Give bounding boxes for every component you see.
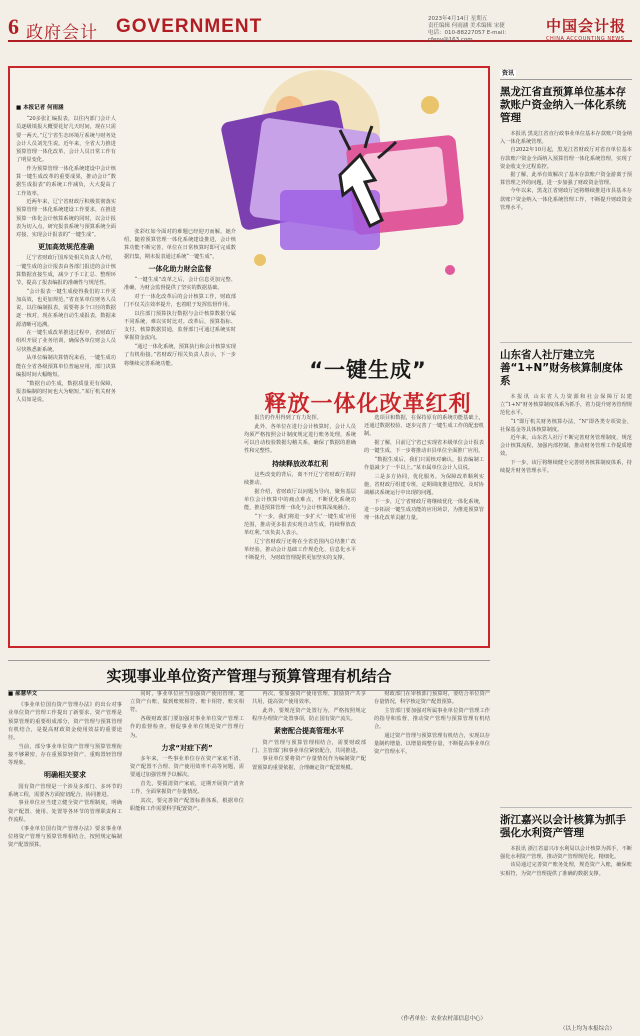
newspaper-logo: [546, 15, 626, 42]
paragraph: 以往部门预算执行数据与会计核算数据分属不同系统，难以实时比对。改革后，预算指标、支付、核算数据贯通，监督部门可通过系统实时掌握资金流向。: [124, 310, 236, 342]
paragraph: 据介绍，省财政厅以问题为导向，聚焦基层单位会计核算中的痛点难点，不断优化系统功能，推进预算管理一体化与会计核算深度融合。: [244, 488, 356, 512]
paragraph: “一键生成”改革之后，会计信息更加完整、准确，为财会监督提供了坚实的数据基础。: [124, 277, 236, 292]
paragraph: 首先，要摸清资产家底，定期开展资产清查工作，全面掌握资产存量情况。: [130, 781, 244, 796]
feature-column-1: [16, 104, 116, 644]
news-brief-column: [500, 68, 632, 1032]
subheading: 持续释放改革红利: [272, 459, 328, 468]
paragraph: 选项目和数据，在保持原有的系统功能基础上，还通过数据校验、逐步完善了一键生成工作的配套机制。: [364, 415, 484, 438]
feature-column-4: [364, 414, 484, 644]
paragraph: “数据自动生成，数据质量更有保障，报表编制的时间也大为缩短。”某厅机关财务人员如是说。: [16, 380, 116, 403]
feature-column-2: [124, 228, 236, 644]
divider: [500, 342, 632, 343]
brief-label-text: 资讯: [502, 70, 515, 77]
paragraph: 作为预算管理一体化系统建设中会计核算一键生成改革的重要成果，推动会计“数据生成报表”的系统工作减负，大大提高了工作效率。: [16, 165, 116, 197]
paragraph: 据了解，目前辽宁省已实现省本级单位会计报表的一键生成，下一步将推动市县单位全面推广应用。: [364, 440, 484, 455]
paragraph: 本报讯 山东省人力资源和社会保障厅以建立“1+N”财务核算制度体系为抓手，着力提升财务管理规范化水平。: [500, 394, 632, 417]
subheading: 更加高效规范准确: [38, 243, 94, 252]
paragraph: “下一步，我们将进一步扩大‘一键生成’应用范围，推动更多报表实现自动生成，持续释放改革红利。”该负责人表示。: [244, 513, 356, 537]
headline-line-2: 释放一体化改革红利: [264, 392, 472, 417]
paragraph: 三是多方协同，优化服务。为保障改革顺利实施，省财政厅组建专班，定期调度推进情况，及时协调解决系统运行中出现的问题。: [364, 473, 484, 497]
paragraph: 近年来，山东省人社厅不断完善财务管理制度，规范会计核算流程，加强内部控制，推动财务管理工作提质增效。: [500, 435, 632, 458]
lower-article-headline: 实现事业单位资产管理与预算管理有机结合: [8, 660, 490, 691]
brief-headline: 山东省人社厅建立完善“1+N”财务核算制度体系: [500, 349, 623, 387]
byline: ■ 本报记者 何雨涵: [16, 104, 116, 112]
meta-line: 责任编辑 何雨涵 美术编辑 宋捷: [428, 23, 505, 29]
paragraph: 今年以来，黑龙江省财政厅还将继续推进市县基本存款账户资金纳入一体化系统管理工作，不断提升财政资金管理水平。: [500, 188, 632, 211]
hero-illustration: [200, 70, 490, 320]
paragraph: 多年来，一些事业单位存在资产家底不清、资产配置不合理、资产使用效率不高等问题，需要通过加强管理予以解决。: [130, 755, 244, 779]
section-title-cn: 政府会计: [26, 23, 98, 43]
feature-headline: [248, 354, 488, 418]
page-number: 6: [8, 14, 19, 39]
lower-column-2: [130, 690, 244, 1030]
brief-body: [500, 130, 632, 338]
paragraph: 报告的作用得到了有力发挥。: [254, 415, 322, 421]
paragraph: 本报讯 黑龙江省直行政事业单位基本存款账户资金纳入一体化系统管理。: [500, 131, 632, 146]
paragraph: 本报讯 浙江省嘉兴市水利局以会计核算为抓手，不断强化水利资产管理，推动资产管理规范化、精细化。: [500, 846, 632, 861]
feature-column-3: [244, 414, 356, 644]
paragraph: “20多张汇编报表，以往内部门会计人员逐级填报大概要花好几天时间，现在只需要一两天。”辽宁省生态环境厅系统与财务处会计人员刘先生说。近年来，全省大力推进预算管理一体化改革，会计人员日常工作有了明显变化。: [16, 116, 116, 164]
paragraph: 该局通过完善资产账务处理，规范资产入账，确保账实相符，为资产管理提供了准确的数据支撑。: [500, 862, 632, 877]
paragraph: 资产管理与预算管理相结合，需要财政部门、主管部门和事业单位紧密配合，共同推进。: [252, 739, 366, 754]
paragraph: 财政部门在审核部门预算时，要结合单位资产存量情况，科学核定资产配置预算。: [374, 691, 490, 706]
paragraph: 其次，要完善资产配置标准体系，根据单位职能和工作需要科学配置资产。: [130, 797, 244, 813]
paragraph: 对于一体化改革后的会计核算工作，财政部门不仅关注效率提升，也着眼于发挥监督作用。: [124, 293, 236, 309]
paragraph: 各级财政部门要加强对事业单位资产管理工作的监督检查，督促事业单位规范资产管理行为。: [130, 716, 244, 739]
subheading: 力求“对症下药”: [161, 743, 213, 752]
feature-article: [8, 66, 490, 648]
paragraph: 此外，要规范资产处置行为，严格按照规定程序办理资产处置事项，防止国有资产流失。: [252, 707, 366, 723]
paragraph: 下一步，辽宁省财政厅将继续优化一体化系统，进一步拓展一键生成功能的应用场景，为推进预算管理一体化改革贡献力量。: [364, 499, 484, 522]
issue-meta: [428, 16, 548, 44]
paragraph: 从单位编制决算情况来看，一键生成功能在全省各级预算单位普遍应用，部门决算编报时间大幅缩短。: [16, 355, 116, 378]
meta-line: 电话：010-88227057 E-mail：cfeny@163.com: [428, 30, 510, 43]
paragraph: 辽宁省财政厅还将在全省范围内总结推广改革经验，推动会计基础工作规范化、信息化水平不断提升，为财政管理提供更加坚实的支撑。: [244, 538, 356, 562]
brief-label: [500, 68, 632, 80]
continue-note: （以上均为本报综合）: [560, 1026, 616, 1032]
paragraph: 当前，部分事业单位资产管理与预算管理衔接不够紧密，存在重预算轻资产、重购置轻管理等现象。: [8, 743, 122, 767]
logo-en: CHINA ACCOUNTING NEWS: [546, 36, 625, 42]
paragraph: 在一键生成改革推进过程中，省财政厅组织开展了业务培训，确保各单位财会人员尽快熟悉新系统。: [16, 330, 116, 353]
paragraph: 《事业单位国有资产管理办法》的出台对事业单位资产管理工作提出了新要求。资产管理是预算管理的重要组成部分，资产管理与预算管理有机结合，是提高财政资金使用效益的重要途径。: [8, 702, 122, 742]
author-affiliation: （作者单位：农业农村部信息中心）: [398, 1016, 487, 1022]
paragraph: 近两年来，辽宁省财政厅积极贯彻落实预算管理一体化系统建设工作要求，在推进预算一体化会计核算系统的同时，以会计报表为切入点，研究报表系统与预算系统全面对接，实现会计报表的“一键生成”。: [16, 199, 116, 239]
paragraph: “数据生成后，我们只需核对确认，报表编制工作量减少了一半以上。”某市属单位会计人员说。: [364, 457, 484, 472]
subheading: 一体化助力财会监督: [148, 264, 212, 273]
brief-headline: 浙江嘉兴以会计核算为抓手强化水利资产管理: [500, 814, 626, 839]
lower-column-4: [374, 690, 490, 1010]
headline-line-1: “一键生成”: [309, 358, 427, 382]
paragraph: 通过资产管理与预算管理有机结合，实现以存量制约增量、以增量调整存量，不断提高事业单位资产管理水平。: [374, 733, 490, 756]
paragraph: 据了解，此举有效解决了基本存款账户资金游离于预算管理之外的问题，进一步加强了财政资金管理。: [500, 172, 632, 187]
paragraph: 这些改变的背后，离不开辽宁省财政厅的持续推动。: [244, 471, 356, 486]
meta-line: 2023年4月14日 星期五: [428, 16, 488, 22]
section-title-en: GOVERNMENT: [116, 16, 263, 37]
paragraph: “会计报表一键生成使得我们的工作更加高效，也更加规范。”省直某单位财务人员说，以往编制报表，需要将多个口径的数据逐一核对，现在系统自动生成报表，数据来源清晰可追溯。: [16, 288, 116, 328]
lower-column-3: [252, 690, 366, 1030]
brief-body: [500, 393, 632, 803]
paragraph: 再次，要加强资产使用管理，鼓励资产共享共用，提高资产使用效率。: [252, 691, 366, 706]
byline: ■ 郝慧华文: [8, 690, 122, 698]
paragraph: 张彩红如今面对的难题已经迎刃而解。她介绍，随着预算管理一体化系统建设推进，会计核算功能不断完善，单位在日常核算时即可完成数据归集，期末报表通过系统“一键生成”。: [124, 229, 236, 260]
paragraph: 主管部门要加强对所属事业单位资产管理工作的指导和监督，推动资产管理与预算管理有机结合。: [374, 707, 490, 731]
paragraph: “通过一体化系统，预算执行和会计核算实现了有机衔接。”省财政厅相关负责人表示，下一步将继续完善系统功能。: [124, 344, 236, 367]
logo-cn: 中国会计报: [546, 17, 627, 35]
paragraph: 国有资产管理是一个涉及多部门、多环节的系统工程，需要各方面密切配合、协同推进。: [8, 783, 122, 798]
masthead: [8, 12, 632, 42]
paragraph: “1”即厅机关财务核算办法，“N”即各类专项资金、社保基金等具体核算制度。: [500, 418, 632, 433]
paragraph: 同时，事业单位应当加强资产使用管理，建立资产台账，做到账账相符、账卡相符、账实相符。: [130, 691, 244, 714]
divider: [500, 807, 632, 808]
paragraph: 事业单位要将资产存量情况作为编制资产配置预算的重要依据，合理确定资产配置规模。: [252, 756, 366, 771]
paragraph: 辽宁省财政厅国库处相关负责人介绍，一键生成的会计报表由各部门报送的会计核算数据直接生成，减少了手工汇总、整理环节，提高了报表编报的准确性与规范性。: [16, 255, 116, 287]
lower-column-1: [8, 690, 122, 1030]
paragraph: 自2022年10月起，黑龙江省财政厅对省直单位基本存款账户资金全面纳入预算管理一体化系统管理，实现了资金收支全过程监控。: [500, 147, 632, 170]
paragraph: 下一步，该厅将继续健全完善财务核算制度体系，持续提升财务管理水平。: [500, 459, 632, 474]
paragraph: 事业单位应当建立健全资产管理制度，明确资产配置、使用、处置等各环节的管理职责和工作流程。: [8, 800, 122, 823]
brief-headline: 黑龙江省直预算单位基本存款账户资金纳入一体化系统管理: [500, 86, 626, 124]
subheading: 明确相关要求: [44, 771, 86, 780]
subheading: 紧密配合提高管理水平: [274, 727, 344, 736]
brief-body: [500, 845, 632, 975]
paragraph: 此外，各单位在进行会计核算时，会计人员均须严格按照会计制度规定进行账务处理，系统可以自动校验数据勾稽关系，确保了数据的准确性和完整性。: [244, 423, 356, 455]
paragraph: 《事业单位国有资产管理办法》要求事业单位将资产管理与预算管理相结合，按照规定编制资产配置预算。: [8, 825, 122, 848]
